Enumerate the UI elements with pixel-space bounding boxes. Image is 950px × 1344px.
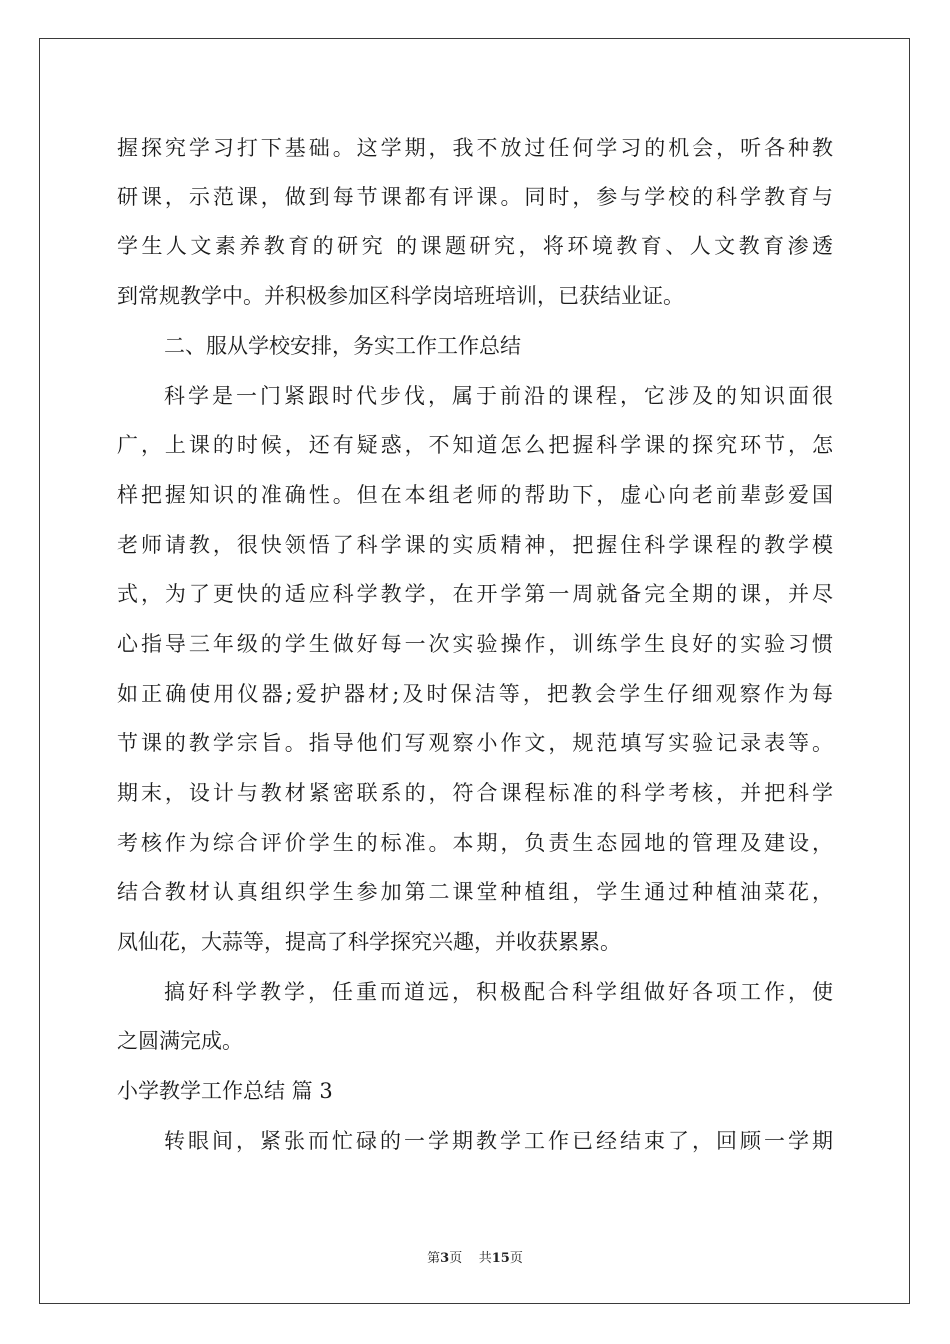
text-line: 转眼间，紧张而忙碌的一学期教学工作已经结束了，回顾一学期	[164, 1129, 833, 1153]
text-line: 科学是一门紧跟时代步伐，属于前沿的课程，它涉及的知识面很	[164, 384, 833, 408]
text-line: 节课的教学宗旨。指导他们写观察小作文，规范填写实验记录表等。	[117, 731, 833, 755]
text-line: 结合教材认真组织学生参加第二课堂种植组，学生通过种植油菜花，	[117, 880, 833, 904]
text-line: 老师请教，很快领悟了科学课的实质精神，把握住科学课程的教学模	[117, 533, 833, 557]
total-unit: 页	[509, 1251, 523, 1266]
text-line: 式，为了更快的适应科学教学，在开学第一周就备完全期的课，并尽	[117, 582, 833, 606]
total-label: 共	[478, 1251, 492, 1266]
text-line: 如正确使用仪器;爱护器材;及时保洁等，把教会学生仔细观察作为每	[117, 682, 833, 706]
text-line: 到常规教学中。并积极参加区科学岗培班培训，已获结业证。	[117, 284, 684, 308]
text-line: 广，上课的时候，还有疑惑，不知道怎么把握科学课的探究环节，怎	[117, 433, 833, 457]
text-line: 握探究学习打下基础。这学期，我不放过任何学习的机会，听各种教	[117, 136, 833, 160]
page-label: 第	[427, 1251, 441, 1266]
page-number: 3	[440, 1251, 450, 1266]
text-line: 二、服从学校安排，务实工作工作总结	[164, 334, 521, 358]
page-unit: 页	[449, 1251, 463, 1266]
text-line: 之圆满完成。	[117, 1029, 243, 1053]
text-line: 样把握知识的准确性。但在本组老师的帮助下，虚心向老前辈彭爱国	[117, 483, 833, 507]
text-line: 期末，设计与教材紧密联系的，符合课程标准的科学考核，并把科学	[117, 781, 833, 805]
text-line: 心指导三年级的学生做好每一次实验操作，训练学生良好的实验习惯	[117, 632, 833, 656]
text-line: 凤仙花，大蒜等，提高了科学探究兴趣，并收获累累。	[117, 930, 621, 954]
text-line: 研课，示范课，做到每节课都有评课。同时，参与学校的科学教育与	[117, 185, 833, 209]
text-line: 小学教学工作总结 篇 3	[117, 1079, 333, 1103]
text-line: 学生人文素养教育的研究 的课题研究，将环境教育、人文教育渗透	[117, 234, 833, 258]
text-line: 考核作为综合评价学生的标准。本期，负责生态园地的管理及建设，	[117, 831, 833, 855]
page-footer	[0, 1247, 950, 1266]
total-pages: 15	[491, 1251, 510, 1266]
text-line: 搞好科学教学，任重而道远，积极配合科学组做好各项工作，使	[164, 980, 833, 1004]
